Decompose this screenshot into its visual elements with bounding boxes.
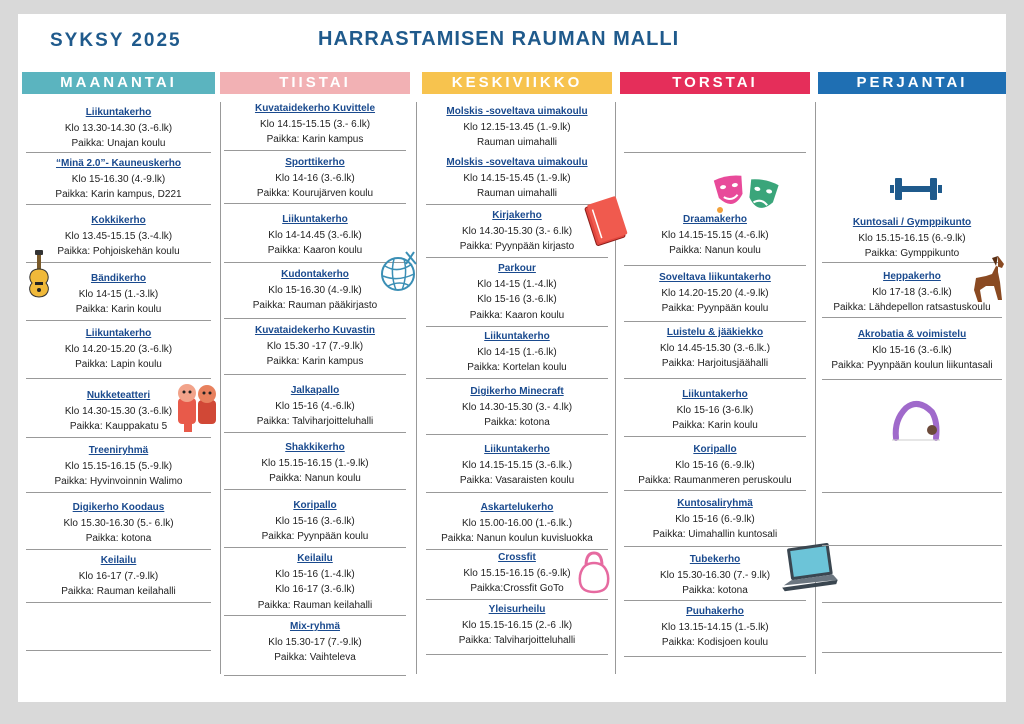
- guitar-icon: [26, 250, 52, 298]
- entry-divider: [224, 432, 406, 433]
- activity-line: Klo 15-16.30 (4.-9.lk): [268, 284, 362, 296]
- activity-line: Paikka: kotona: [682, 585, 748, 596]
- puppet-icon: [174, 380, 222, 432]
- activity-line: Klo 14.20-15.20 (3.-6.lk): [64, 343, 173, 355]
- entry-divider: [426, 378, 608, 379]
- activity-line: Rauman uimahalli: [476, 137, 558, 148]
- day-header-tuesday: TIISTAI: [220, 72, 410, 94]
- activity-line: Paikka: Karin koulu: [75, 304, 162, 315]
- activity-line: Rauman uimahalli: [476, 188, 558, 199]
- entry-divider: [26, 378, 211, 379]
- activity-title[interactable]: Liikuntakerho: [85, 107, 152, 118]
- yarn-ball-icon: [376, 250, 420, 294]
- activity-line: Klo 15-16 (1.-4.lk): [275, 568, 355, 580]
- activity-entry: [220, 498, 410, 545]
- entry-divider: [26, 320, 211, 321]
- day-header-wednesday: KESKIVIIKKO: [422, 72, 612, 94]
- entry-divider: [822, 545, 1002, 546]
- activity-title[interactable]: Kuntosali / Gymppikunto: [852, 217, 972, 228]
- activity-entry: [22, 156, 215, 203]
- activity-line: Klo 15.30-17 (7.-9.lk): [268, 636, 362, 648]
- activity-line: Paikka: Kourujärven koulu: [256, 188, 374, 199]
- activity-line: Paikka: Kortelan koulu: [467, 362, 567, 373]
- activity-line: Klo 14-15 (1.-6.lk): [477, 346, 557, 358]
- season-title: SYKSY 2025: [50, 30, 182, 51]
- activity-line: Klo 12.15-13.45 (1.-9.lk): [463, 121, 571, 133]
- activity-title[interactable]: Kuvataidekerho Kuvittele: [254, 103, 376, 114]
- activity-entry: [220, 551, 410, 613]
- entry-divider: [426, 654, 608, 655]
- entry-divider: [426, 257, 608, 258]
- entry-divider: [224, 150, 406, 151]
- activity-title[interactable]: Luistelu & jääkiekko: [666, 327, 764, 338]
- activity-line: Klo 14.45-15.30 (3.-6.lk.): [659, 342, 771, 354]
- entry-divider: [224, 547, 406, 548]
- entry-divider: [26, 152, 211, 153]
- activity-line: Klo 14-15 (1.-3.lk): [78, 288, 159, 300]
- entry-divider: [624, 321, 806, 322]
- activity-line: Paikka: Talviharjoitteluhalli: [256, 416, 374, 427]
- activity-entry: [422, 442, 612, 489]
- dumbbell-icon: [888, 176, 944, 202]
- activity-line: Klo 15-16 (3-6.lk): [676, 404, 754, 416]
- entry-divider: [224, 203, 406, 204]
- activity-line: Paikka: kotona: [85, 533, 152, 544]
- activity-line: Paikka: Rauman pääkirjasto: [252, 300, 378, 311]
- activity-entry: [620, 604, 810, 651]
- activity-line: Paikka: Talviharjoitteluhalli: [458, 635, 576, 646]
- activity-line: Paikka: Uimahallin kuntosali: [652, 529, 778, 540]
- activity-title[interactable]: Shakkikerho: [285, 442, 345, 453]
- kettlebell-icon: [576, 550, 612, 594]
- activity-entry: [220, 619, 410, 666]
- activity-title[interactable]: Keilailu: [100, 555, 137, 566]
- day-header-monday: MAANANTAI: [22, 72, 215, 94]
- activity-line: Klo 15.15-16.15 (6.-9.lk): [463, 567, 571, 579]
- day-column-wednesday: [422, 72, 612, 692]
- activity-entry: [220, 383, 410, 430]
- activity-title[interactable]: Molskis -soveltava uimakoulu: [446, 157, 588, 168]
- activity-line: Paikka: Karin kampus: [266, 356, 364, 367]
- activity-line: Paikka: Karin kampus, D221: [55, 189, 182, 200]
- activity-line: Klo 15.30 -17 (7.-9.lk): [266, 340, 364, 352]
- activity-line: Paikka: Kauppakatu 5: [69, 421, 168, 432]
- activity-title[interactable]: Akrobatia & voimistelu: [857, 329, 967, 340]
- activity-line: Klo 14.30-15.30 (3.-6.lk): [64, 405, 173, 417]
- entry-divider: [426, 434, 608, 435]
- activity-title[interactable]: Yleisurheilu: [488, 604, 546, 615]
- day-header-friday: PERJANTAI: [818, 72, 1006, 94]
- activity-line: Paikka: Vaihteleva: [274, 652, 356, 663]
- activity-entry: [422, 602, 612, 649]
- entry-divider: [624, 600, 806, 601]
- entry-divider: [224, 489, 406, 490]
- activity-line: Paikka: Pyynpään koulun liikuntasali: [831, 360, 993, 371]
- activity-title[interactable]: Digikerho Koodaus: [72, 502, 165, 513]
- activity-title[interactable]: “Minä 2.0”- Kauneuskerho: [55, 158, 182, 169]
- activity-line: Klo 17-18 (3.-6.lk): [872, 286, 952, 298]
- entry-divider: [822, 652, 1002, 653]
- entry-divider: [624, 656, 806, 657]
- activity-line: Klo 15-16 (3.-6.lk): [477, 294, 557, 305]
- activity-line: Klo 15.15-16.15 (2.-6 .lk): [461, 619, 573, 631]
- day-header-thursday: TORSTAI: [620, 72, 810, 94]
- activity-title[interactable]: Liikuntakerho: [484, 444, 550, 455]
- activity-line: Paikka: Gymppikunto: [864, 248, 960, 259]
- entry-divider: [26, 204, 211, 205]
- entry-divider: [624, 152, 806, 153]
- activity-title[interactable]: Keilailu: [297, 553, 333, 564]
- entry-divider: [624, 490, 806, 491]
- activity-title[interactable]: Bändikerho: [90, 273, 146, 284]
- activity-line: Klo 14.30-15.30 (3.- 6.lk): [461, 225, 573, 237]
- entry-divider: [224, 318, 406, 319]
- activity-title[interactable]: Kudontakerho: [281, 269, 349, 280]
- activity-line: Paikka: Lähdepellon ratsastuskoulu: [833, 302, 991, 313]
- activity-title[interactable]: Koripallo: [693, 444, 737, 455]
- activity-line: Klo 14.15-15.45 (1.-9.lk): [463, 172, 571, 184]
- entry-divider: [822, 602, 1002, 603]
- activity-line: Klo 16-17 (7.-9.lk): [78, 570, 159, 582]
- activity-line: Paikka: Kaaron koulu: [267, 245, 363, 256]
- activity-line: Paikka: Karin kampus: [266, 134, 364, 145]
- activity-title[interactable]: Jalkapallo: [290, 385, 340, 396]
- entry-divider: [426, 492, 608, 493]
- activity-entry: [22, 326, 215, 373]
- activity-line: Paikka: Harjoitusjäähalli: [661, 358, 769, 369]
- activity-title[interactable]: Digikerho Minecraft: [470, 386, 564, 397]
- activity-title[interactable]: Kirjakerho: [492, 210, 542, 221]
- activity-line: Klo 15.15-16.15 (6.-9.lk): [858, 232, 966, 244]
- page: [18, 14, 1006, 702]
- activity-entry: [620, 270, 810, 317]
- activity-title[interactable]: Liikuntakerho: [484, 331, 550, 342]
- column-divider: [615, 102, 616, 674]
- horse-icon: [968, 252, 1010, 304]
- activity-entry: [22, 443, 215, 490]
- activity-line: Klo 15-16 (3.-6.lk): [872, 344, 952, 356]
- activity-line: Klo 15-16.30 (4.-9.lk): [71, 173, 166, 185]
- activity-entry: [620, 212, 810, 259]
- activity-line: Paikka: kotona: [484, 417, 550, 428]
- activity-line: Paikka: Hyvinvoinnin Walimo: [54, 476, 183, 487]
- activity-line: Paikka: Nanun koulu: [269, 473, 361, 484]
- entry-divider: [426, 599, 608, 600]
- activity-line: Paikka: Nanun koulu: [669, 245, 761, 256]
- activity-title[interactable]: Liikuntakerho: [682, 389, 748, 400]
- column-divider: [416, 102, 417, 674]
- activity-entry: [220, 155, 410, 202]
- activity-line: Paikka: Vasaraisten koulu: [459, 475, 575, 486]
- entry-divider: [426, 204, 608, 205]
- entry-divider: [26, 650, 211, 651]
- activity-title[interactable]: Treeniryhmä: [88, 445, 149, 456]
- activity-title[interactable]: Koripallo: [293, 500, 337, 511]
- entry-divider: [224, 615, 406, 616]
- activity-entry: [620, 442, 810, 489]
- activity-line: Klo 14-14.45 (3.-6.lk): [268, 229, 362, 241]
- activity-line: Paikka: Raumanmeren peruskoulu: [638, 475, 792, 486]
- activity-line: Klo 15.15-16.15 (5.-9.lk): [64, 460, 173, 472]
- entry-divider: [822, 492, 1002, 493]
- activity-title[interactable]: Sporttikerho: [285, 157, 345, 168]
- entry-divider: [26, 262, 211, 263]
- entry-divider: [224, 374, 406, 375]
- activity-line: Paikka: Rauman keilahalli: [61, 586, 176, 597]
- activity-line: Klo 15.15-16.15 (1.-9.lk): [261, 457, 369, 469]
- activity-line: Klo 15-16 (6.-9.lk): [675, 513, 755, 525]
- activity-line: Klo 14.15-15.15 (4.-6.lk): [661, 229, 769, 241]
- activity-entry: [422, 261, 612, 323]
- day-column-tuesday: [220, 72, 410, 692]
- activity-title[interactable]: Heppakerho: [883, 271, 941, 282]
- activity-line: Klo 14.15-15.15 (3.- 6.lk): [259, 118, 371, 130]
- activity-title[interactable]: Kokkikerho: [91, 215, 146, 226]
- activity-line: Paikka: Pohjoiskehän koulu: [57, 246, 180, 257]
- day-column-thursday: [620, 72, 810, 692]
- activity-line: Klo 13.30-14.30 (3.-6.lk): [64, 122, 173, 134]
- entry-divider: [26, 437, 211, 438]
- activity-line: Klo 14.30-15.30 (3.- 4.lk): [461, 401, 573, 413]
- theater-masks-icon: [712, 172, 782, 218]
- activity-line: Paikka: Unajan koulu: [71, 138, 166, 149]
- activity-line: Paikka: Pyynpään koulu: [261, 531, 369, 542]
- activity-line: Klo 16-17 (3.-6.lk): [275, 584, 355, 595]
- entry-divider: [26, 602, 211, 603]
- activity-line: Paikka:Crossfit GoTo: [470, 583, 564, 594]
- activity-line: Paikka: Pyynpään kirjasto: [459, 241, 575, 252]
- activity-title[interactable]: Puuhakerho: [686, 606, 744, 617]
- activity-title[interactable]: Nukketeatteri: [86, 390, 151, 401]
- activity-entry: [422, 329, 612, 376]
- activity-title[interactable]: Kuntosaliryhmä: [677, 498, 753, 509]
- activity-entry: [22, 500, 215, 547]
- day-column-monday: [22, 72, 215, 692]
- activity-line: Paikka: Lapin koulu: [75, 359, 162, 370]
- activity-line: Klo 13.15-14.15 (1.-5.lk): [661, 621, 769, 633]
- entry-divider: [624, 265, 806, 266]
- entry-divider: [426, 326, 608, 327]
- activity-line: Klo 15.30-16.30 (7.- 9.lk): [659, 569, 771, 581]
- day-column-friday: [818, 72, 1006, 692]
- activity-title[interactable]: Tubekerho: [689, 554, 741, 565]
- activity-line: Paikka: Nanun koulun kuvisluokka: [441, 533, 593, 544]
- activity-line: Klo 15.30-16.30 (5.- 6.lk): [63, 517, 174, 529]
- activity-line: Klo 14-16 (3.-6.lk): [275, 172, 355, 184]
- activity-line: Paikka: Karin koulu: [672, 420, 758, 431]
- activity-title[interactable]: Crossfit: [498, 552, 536, 563]
- entry-divider: [26, 549, 211, 550]
- activity-entry: [620, 496, 810, 543]
- activity-entry: [620, 325, 810, 372]
- page-title: HARRASTAMISEN RAUMAN MALLI: [318, 28, 680, 50]
- activity-line: Klo 15-16 (4.-6.lk): [275, 400, 355, 412]
- activity-entry: [422, 104, 612, 151]
- entry-divider: [822, 317, 1002, 318]
- activity-line: Paikka: Kodisjoen koulu: [661, 637, 769, 648]
- activity-entry: [220, 323, 410, 370]
- activity-title[interactable]: Soveltava liikuntakerho: [659, 272, 771, 283]
- activity-entry: [220, 440, 410, 487]
- activity-title[interactable]: Mix-ryhmä: [289, 621, 340, 632]
- gymnast-icon: [888, 390, 942, 442]
- activity-line: Klo 13.45-15.15 (3.-4.lk): [64, 230, 173, 242]
- activity-line: Klo 15-16 (6.-9.lk): [675, 459, 755, 471]
- entry-divider: [624, 378, 806, 379]
- activity-entry: [22, 105, 215, 152]
- activity-title[interactable]: Molskis -soveltava uimakoulu: [446, 106, 588, 117]
- activity-title[interactable]: Askartelukerho: [480, 502, 554, 513]
- activity-line: Klo 15-16 (3.-6.lk): [275, 515, 355, 527]
- activity-line: Paikka: Rauman keilahalli: [257, 599, 373, 611]
- activity-line: Klo 14.15-15.15 (3.-6.lk.): [461, 459, 573, 471]
- activity-line: Klo 14.20-15.20 (4.-9.lk): [661, 287, 769, 299]
- activity-entry: [422, 384, 612, 431]
- activity-entry: [620, 387, 810, 434]
- entry-divider: [26, 492, 211, 493]
- activity-title[interactable]: Liikuntakerho: [85, 328, 152, 339]
- activity-line: Klo 15.00-16.00 (1.-6.lk.): [461, 517, 573, 529]
- activity-entry: [422, 500, 612, 547]
- activity-entry: [22, 553, 215, 600]
- activity-line: Paikka: Pyynpään koulu: [661, 303, 769, 314]
- activity-title[interactable]: Liikuntakerho: [282, 214, 348, 225]
- activity-entry: [220, 101, 410, 148]
- activity-title[interactable]: Parkour: [498, 263, 536, 274]
- activity-entry: [818, 327, 1006, 374]
- entry-divider: [224, 675, 406, 676]
- activity-title[interactable]: Kuvataidekerho Kuvastin: [254, 325, 376, 336]
- activity-title[interactable]: Draamakerho: [683, 214, 747, 225]
- activity-line: Klo 14-15 (1.-4.lk): [477, 278, 557, 290]
- activity-line: Paikka: Kaaron koulu: [469, 309, 565, 321]
- entry-divider: [822, 379, 1002, 380]
- entry-divider: [624, 436, 806, 437]
